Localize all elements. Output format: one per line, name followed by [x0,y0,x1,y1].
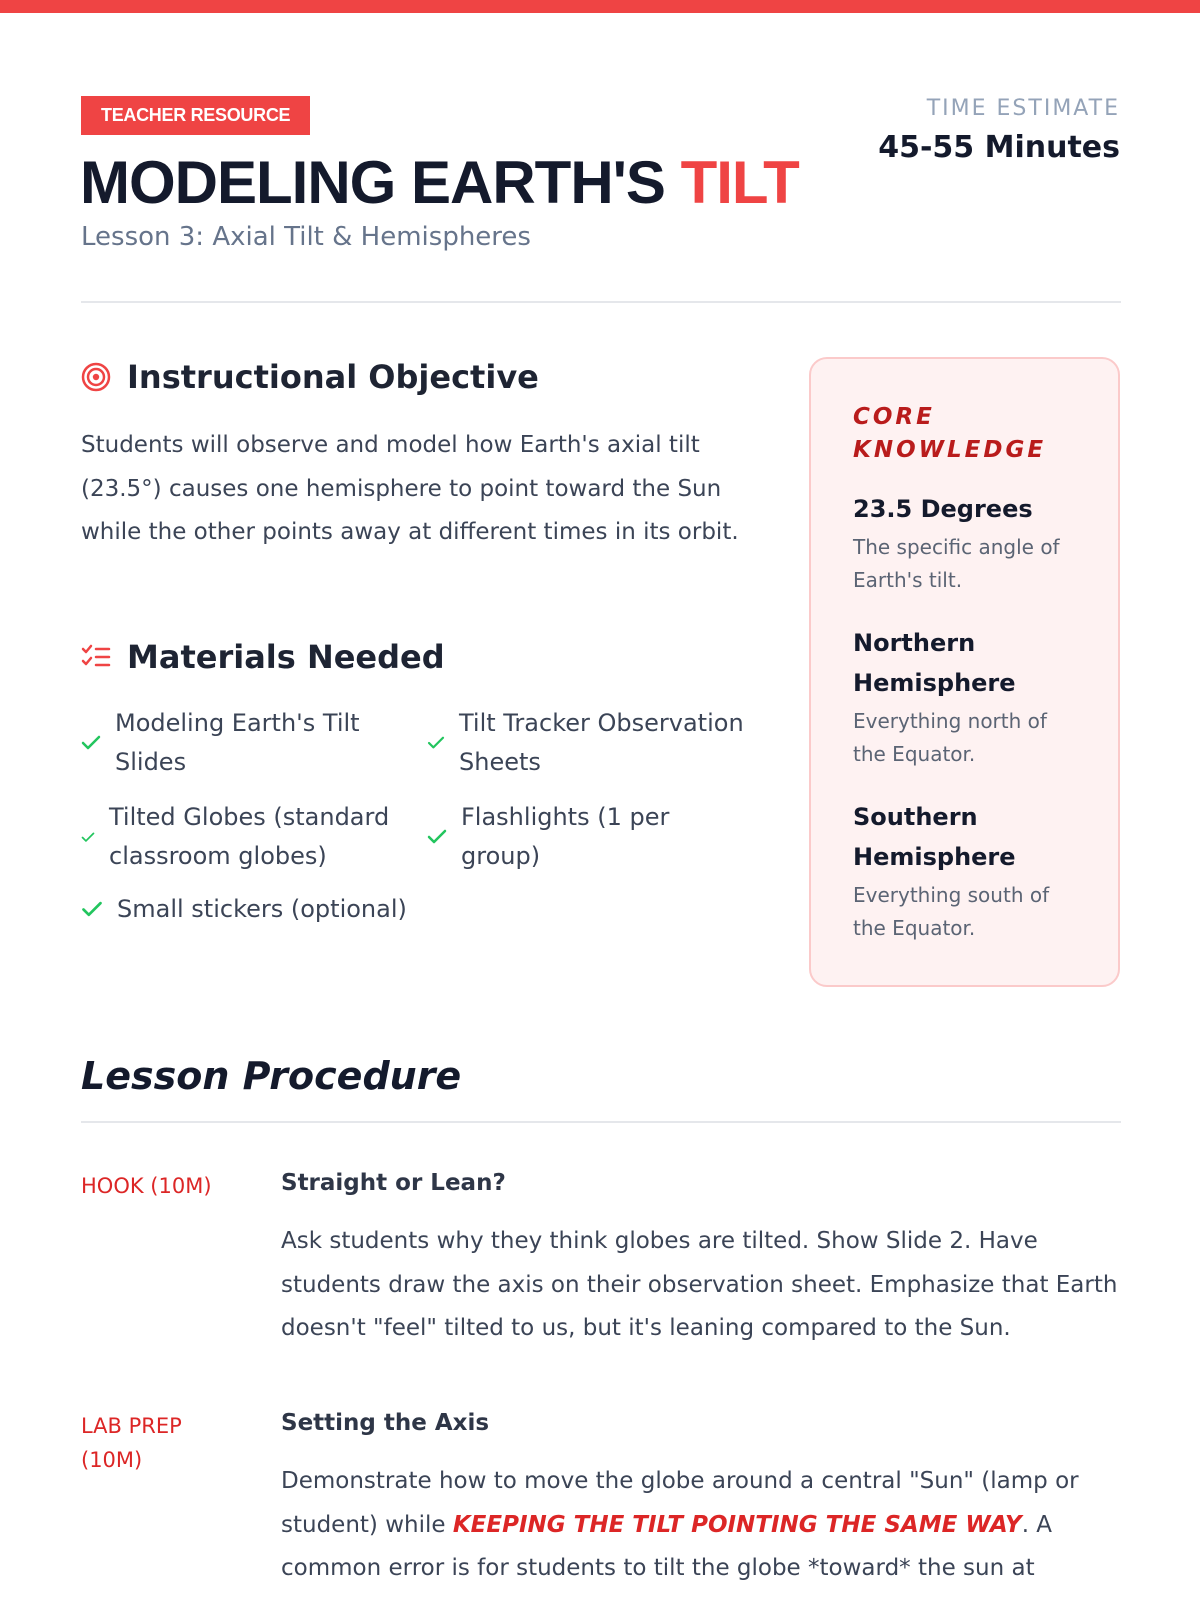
time-estimate-value: 45-55 Minutes [878,130,1120,165]
core-knowledge-card [809,357,1120,987]
material-label: Tilted Globes (standard classroom globes) [109,803,390,870]
step-title: Straight or Lean? [281,1170,506,1196]
target-icon [81,362,111,392]
knowledge-term: 23.5 Degrees [853,495,1033,523]
core-knowledge-heading: CORE KNOWLEDGE [853,404,1047,463]
list-item [427,798,707,876]
material-label: Flashlights (1 per group) [461,803,670,870]
teacher-resource-badge: TEACHER RESOURCE [81,96,310,135]
material-label: Tilt Tracker Observation Sheets [459,709,744,776]
knowledge-term: Northern Hemisphere [853,629,1016,697]
material-label: Small stickers (optional) [117,895,407,923]
time-estimate-label: TIME ESTIMATE [926,96,1120,121]
top-accent-bar [0,0,1200,13]
title-accent: TILT [680,149,799,216]
objective-heading [81,358,539,396]
list-item [427,704,757,782]
step-title: Setting the Axis [281,1410,490,1436]
objective-text: Students will observe and model how Earth's axial tilt (23.5°) causes one hemisphere to point toward the Sun while the other points away at different times in its orbit. [81,432,739,545]
knowledge-definition: The specific angle of Earth's tilt. [853,535,1060,592]
list-item [81,798,411,876]
list-item [81,890,441,929]
step-body-emphasis: KEEPING THE TILT POINTING THE SAME WAY [452,1511,1022,1538]
knowledge-term: Southern Hemisphere [853,803,1016,871]
step-label: LAB PREP (10M) [81,1414,182,1472]
step-body-text: Demonstrate how to move the globe around a central "Sun" (lamp or student) while [281,1468,1079,1538]
step-label: HOOK (10M) [81,1174,212,1198]
page-subtitle: Lesson 3: Axial Tilt & Hemispheres [81,222,531,252]
check-icon [81,901,103,918]
step-body [281,1460,1121,1591]
check-icon [427,736,445,750]
materials-heading [81,638,445,676]
check-icon [427,829,447,845]
procedure-divider [81,1121,1121,1123]
checklist-icon [81,642,111,672]
step-body-text: . A common error is for students to tilt the globe *toward* the sun at [281,1511,1053,1581]
title-main: MODELING EARTH'S [80,149,681,216]
material-label: Modeling Earth's Tilt Slides [115,709,360,776]
header-divider [81,301,1121,303]
knowledge-definition: Everything north of the Equator. [853,709,1047,766]
check-icon [81,735,101,751]
page-title [80,150,799,216]
procedure-heading: Lesson Procedure [81,1054,462,1098]
check-icon [81,832,95,843]
list-item [81,704,381,782]
step-body: Ask students why they think globes are tilted. Show Slide 2. Have students draw the axis on their observation sheet. Emphasize that Earth doesn't "feel" tilted to us, but it's leaning compared to the Sun. [281,1228,1118,1341]
objective-heading-text: Instructional Objective [127,358,539,396]
knowledge-definition: Everything south of the Equator. [853,883,1050,940]
materials-heading-text: Materials Needed [127,638,445,676]
